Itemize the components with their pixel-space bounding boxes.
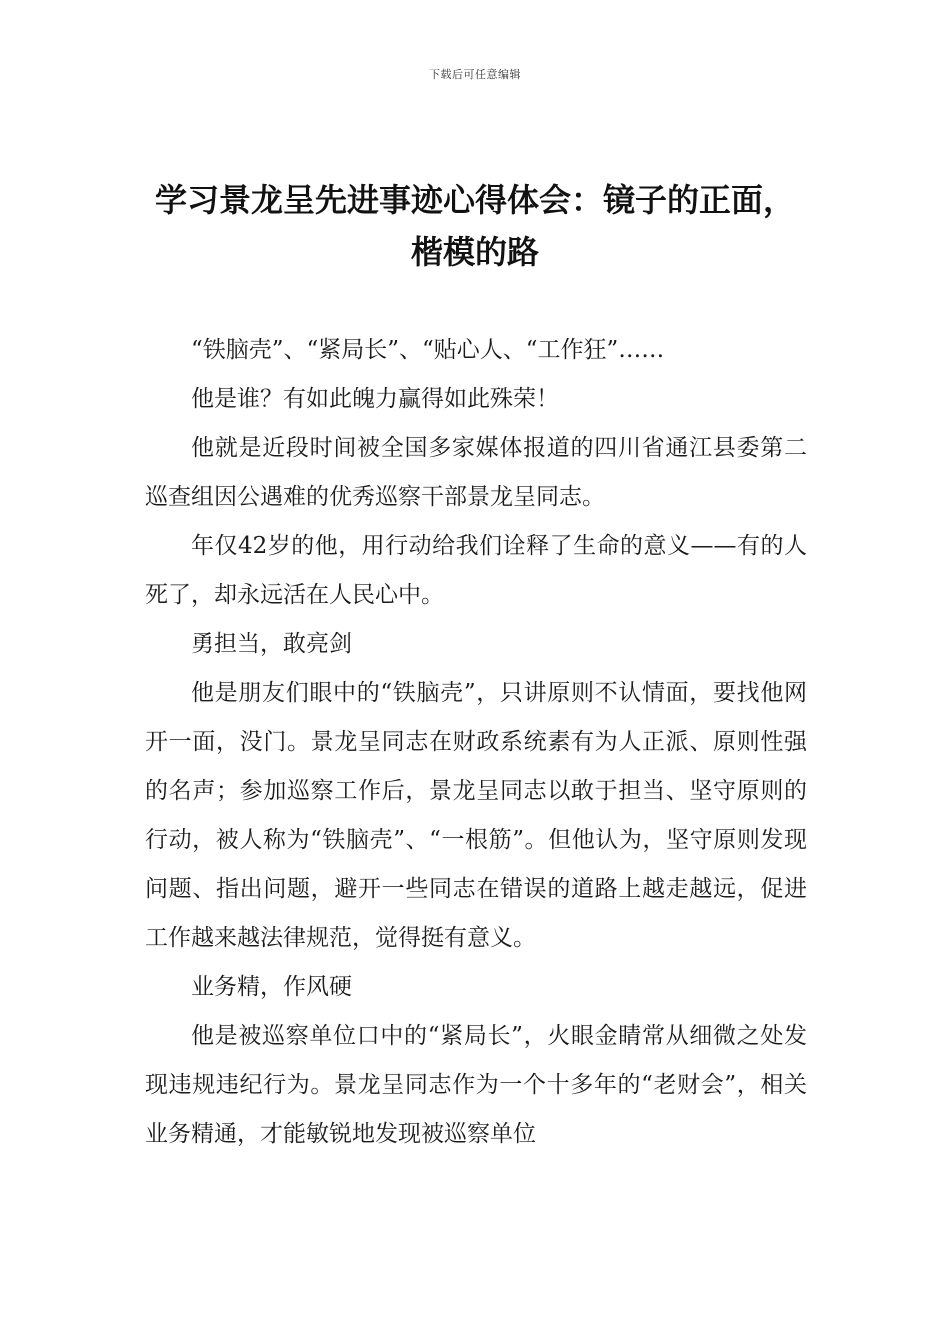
section-heading: 业务精，作风硬: [191, 974, 352, 1000]
paragraph: 他就是近段时间被全国多家媒体报道的四川省通江县委第二巡查组因公遇难的优秀巡察干部景龙呈同志。: [145, 435, 807, 510]
paragraph: “铁脑壳”、“紧局长”、“贴心人、“工作狂”……: [191, 337, 665, 363]
paragraph: 他是朋友们眼中的“铁脑壳”，只讲原则不认情面，要找他网开一面，没门。景龙呈同志在财政系统素有为人正派、原则性强的名声；参加巡察工作后，景龙呈同志以敢于担当、坚守原则的行动，被人称为“铁脑壳”、“一根筋”。但他认为，坚守原则发现问题、指出问题，避开一些同志在错误的道路上越走越远，促进工作越来越法律规范，觉得挺有意义。: [145, 680, 807, 951]
paragraph: 年仅42岁的他，用行动给我们诠释了生命的意义——有的人死了，却永远活在人民心中。: [145, 533, 807, 608]
paragraph: 他是谁？有如此魄力赢得如此殊荣！: [191, 386, 559, 412]
paragraph: 他是被巡察单位口中的“紧局长”，火眼金睛常从细微之处发现违规违纪行为。景龙呈同志作为一个十多年的“老财会”，相关业务精通，才能敏锐地发现被巡察单位: [145, 1023, 807, 1147]
document-body: [145, 326, 807, 1159]
document-title: 学习景龙呈先进事迹心得体会：镜子的正面，楷模的路: [154, 181, 795, 271]
header-note: 下载后可任意编辑: [429, 68, 521, 81]
section-heading: 勇担当，敢亮剑: [191, 631, 352, 657]
